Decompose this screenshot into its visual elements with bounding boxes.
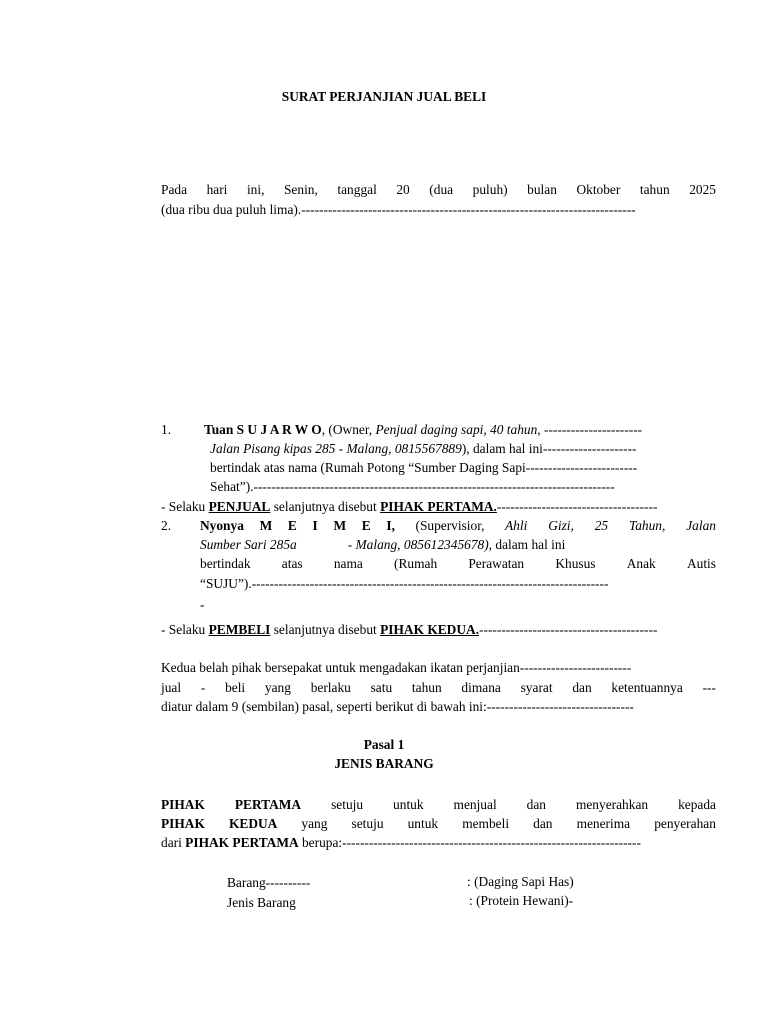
party2-number: 2. — [161, 518, 172, 533]
word: Pada — [161, 182, 188, 197]
party2-name — [200, 519, 395, 532]
item-label: Barang---------- — [227, 875, 311, 890]
word: (Supervisior, — [415, 518, 485, 533]
party1-address-rest: ), dalam hal ini--------------------- — [461, 441, 637, 456]
party2-address: Sumber Sari 285a — [200, 537, 297, 552]
party2-role-prefix: - Selaku — [161, 622, 209, 637]
word: Ahli — [504, 518, 528, 533]
word: M — [333, 518, 347, 533]
word: jual — [161, 680, 182, 695]
pasal1-heading: JENIS BARANG — [334, 756, 434, 771]
party1-address: Jalan Pisang kipas 285 - Malang, 0815567889 — [210, 441, 462, 456]
party2-address-rest: dalam hal ini — [492, 537, 566, 552]
word: menjual — [453, 797, 497, 812]
opening-line-2: (dua ribu dua puluh lima).--------------------------------------------------------------------------- — [161, 202, 636, 217]
word: menerima — [576, 816, 631, 831]
word: untuk — [393, 797, 424, 812]
word: bulan — [527, 182, 557, 197]
word: untuk — [407, 816, 439, 831]
word: 25 — [594, 518, 609, 533]
word: Tahun, — [629, 518, 666, 533]
pasal1-line3-prefix: dari — [161, 835, 186, 850]
word: nama — [333, 556, 363, 571]
word: tanggal — [337, 182, 377, 197]
party1-name: Tuan S U J A R W O — [204, 422, 322, 437]
party2-line-2 — [200, 538, 565, 551]
item-value: : (Daging Sapi Has) — [467, 874, 574, 889]
pasal1-line-2 — [161, 817, 716, 830]
word: M — [259, 518, 273, 533]
word: dan — [572, 680, 592, 695]
word: syarat — [520, 680, 553, 695]
word: kepada — [678, 797, 716, 812]
word: PIHAK — [161, 797, 205, 812]
word: berlaku — [310, 680, 351, 695]
word: Anak — [626, 556, 656, 571]
party2-line-5: - — [200, 597, 205, 612]
pasal1-line-1 — [161, 798, 716, 811]
party1-desc-dashes: ---------------------- — [540, 422, 643, 437]
word: E — [361, 518, 371, 533]
word: setuju — [351, 816, 384, 831]
word: hari — [206, 182, 228, 197]
party2-desc — [415, 519, 484, 532]
party2-line-1 — [200, 519, 716, 532]
party2-role-alias: PIHAK KEDUA. — [380, 622, 480, 637]
word: I — [312, 518, 318, 533]
word: (dua — [429, 182, 454, 197]
word: yang — [301, 816, 328, 831]
document-title: SURAT PERJANJIAN JUAL BELI — [281, 89, 487, 104]
party1-number: 1. — [161, 422, 172, 437]
agreement-line-2 — [161, 681, 716, 694]
item-label: Jenis Barang — [227, 895, 296, 910]
word: E — [287, 518, 297, 533]
word: yang — [264, 680, 291, 695]
word: dan — [526, 797, 546, 812]
word: PIHAK — [161, 816, 205, 831]
party1-line-1 — [204, 423, 642, 436]
item-value: : (Protein Hewani)- — [469, 893, 574, 908]
word: Jalan — [686, 518, 716, 533]
pasal1-line3-rest: berupa:------------------------------------------------------------------- — [298, 835, 641, 850]
word: ini, — [246, 182, 265, 197]
word: 20 — [396, 182, 410, 197]
party1-role-prefix: - Selaku — [161, 499, 209, 514]
word: I, — [386, 518, 395, 533]
pasal1-line-3 — [161, 836, 641, 849]
party1-role: PENJUAL — [208, 499, 271, 514]
agreement-line-3: diatur dalam 9 (sembilan) pasal, seperti berikut di bawah ini:--------------------------------- — [161, 699, 634, 714]
word: setuju — [331, 797, 364, 812]
opening-line-1 — [161, 183, 716, 196]
word: Khusus — [555, 556, 596, 571]
party1-role-mid: selanjutnya disebut — [270, 499, 381, 514]
party2-address-2: - Malang, 085612345678), — [347, 537, 493, 552]
pasal1-number: Pasal 1 — [363, 737, 405, 752]
party1-desc-open: , (Owner, — [321, 422, 376, 437]
word: Oktober — [576, 182, 621, 197]
party2-line-3 — [200, 557, 716, 570]
word: tahun — [411, 680, 442, 695]
agreement-line-1: Kedua belah pihak bersepakat untuk mengadakan ikatan perjanjian------------------------- — [161, 660, 632, 675]
word: beli — [225, 680, 246, 695]
party1-line-4: Sehat”).--------------------------------------------------------------------------------- — [210, 479, 615, 494]
word: ketentuannya — [611, 680, 683, 695]
party2-role-line — [161, 623, 657, 636]
party1-line-3: bertindak atas nama (Rumah Potong “Sumber Daging Sapi------------------------- — [210, 460, 638, 475]
party1-role-dashes: ------------------------------------ — [496, 499, 658, 514]
word: atas — [281, 556, 303, 571]
word: penyerahan — [654, 816, 716, 831]
word: (Rumah — [394, 556, 438, 571]
party1-desc-italic: Penjual daging sapi, 40 tahun, — [375, 422, 541, 437]
word: dimana — [461, 680, 501, 695]
party1-line-2 — [210, 442, 637, 455]
word: menyerahkan — [575, 797, 649, 812]
word: satu — [370, 680, 393, 695]
word: Nyonya — [200, 518, 244, 533]
word: dan — [533, 816, 553, 831]
word: puluh) — [472, 182, 508, 197]
word: Autis — [686, 556, 716, 571]
word: tahun — [639, 182, 670, 197]
word: bertindak — [200, 556, 251, 571]
party2-desc-italic — [505, 519, 716, 532]
pasal1-line3-bold: PIHAK PERTAMA — [185, 835, 299, 850]
word: Senin, — [283, 182, 318, 197]
word: KEDUA — [228, 816, 278, 831]
word: PERTAMA — [234, 797, 302, 812]
party1-role-line — [161, 500, 657, 513]
word: Gizi, — [548, 518, 574, 533]
party2-role-dashes: ---------------------------------------- — [479, 622, 658, 637]
party1-role-alias: PIHAK PERTAMA. — [380, 499, 497, 514]
word: Perawatan — [468, 556, 525, 571]
word: --- — [702, 680, 716, 695]
party2-line-4: “SUJU”).-------------------------------------------------------------------------------- — [200, 576, 609, 591]
party2-role: PEMBELI — [208, 622, 271, 637]
word: 2025 — [689, 182, 716, 197]
word: membeli — [462, 816, 510, 831]
word: - — [200, 680, 206, 695]
party2-role-mid: selanjutnya disebut — [270, 622, 381, 637]
